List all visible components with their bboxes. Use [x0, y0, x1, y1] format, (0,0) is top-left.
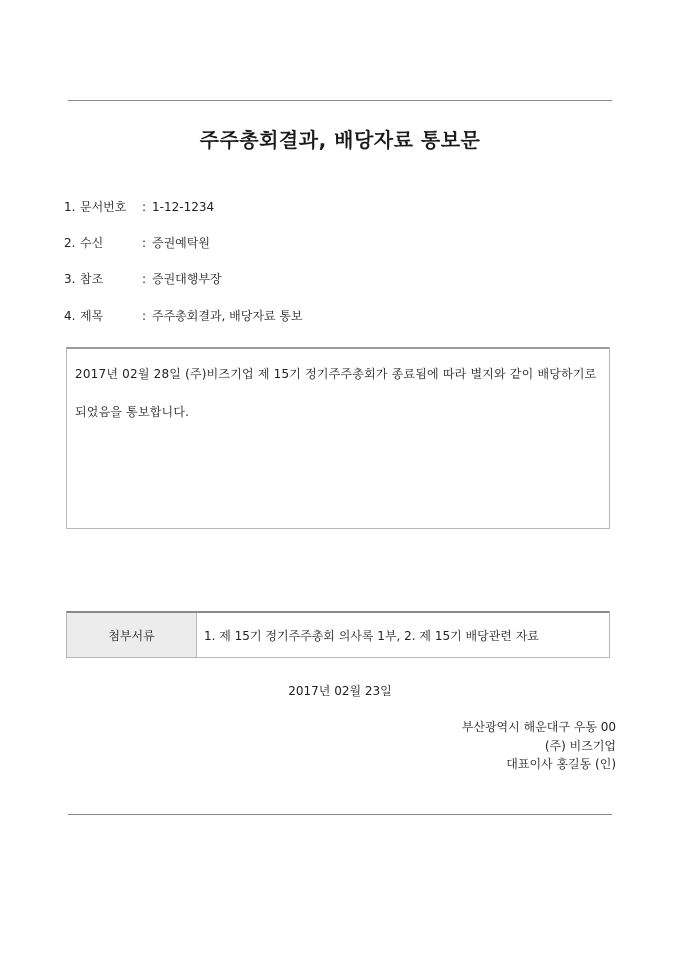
sender-company: (주) 비즈기업 — [544, 739, 616, 753]
field-document-number — [64, 198, 214, 215]
field-colon: : — [141, 236, 147, 250]
field-label: 수신 — [80, 236, 104, 250]
sender-address: 부산광역시 해운대구 우동 00 — [461, 720, 616, 734]
document-title: 주주총회결과, 배당자료 통보문 — [199, 128, 481, 152]
body-text-line: 2017년 02월 28일 (주)비즈기업 제 15기 정기주주총회가 종료됨에 따라 별지와 같이 배당하기로 — [75, 367, 597, 381]
body-text-line: 되었음을 통보합니다. — [75, 405, 190, 419]
field-value: 1-12-1234 — [152, 200, 215, 214]
field-label: 문서번호 — [80, 200, 127, 214]
field-label: 참조 — [80, 272, 104, 286]
field-colon: : — [141, 272, 147, 286]
field-value: 주주총회결과, 배당자료 통보 — [152, 309, 303, 323]
field-colon: : — [141, 200, 147, 214]
field-value: 증권대행부장 — [152, 272, 222, 286]
field-recipient — [64, 234, 210, 251]
body-text-box — [66, 347, 610, 529]
field-colon: : — [141, 309, 147, 323]
field-reference — [64, 270, 222, 287]
top-divider — [68, 100, 612, 101]
field-number: 3. — [64, 272, 76, 286]
bottom-divider — [68, 814, 612, 815]
field-number: 2. — [64, 236, 76, 250]
field-value: 증권예탁원 — [152, 236, 210, 250]
document-date: 2017년 02월 23일 — [288, 684, 392, 698]
sender-ceo: 대표이사 홍길동 (인) — [506, 757, 616, 771]
field-label: 제목 — [80, 309, 104, 323]
field-number: 4. — [64, 309, 76, 323]
field-number: 1. — [64, 200, 76, 214]
attachment-value: 1. 제 15기 정기주주총회 의사록 1부, 2. 제 15기 배당관련 자료 — [204, 628, 539, 643]
attachment-table — [66, 611, 610, 658]
field-subject — [64, 307, 303, 324]
attachment-label: 첨부서류 — [67, 613, 197, 657]
